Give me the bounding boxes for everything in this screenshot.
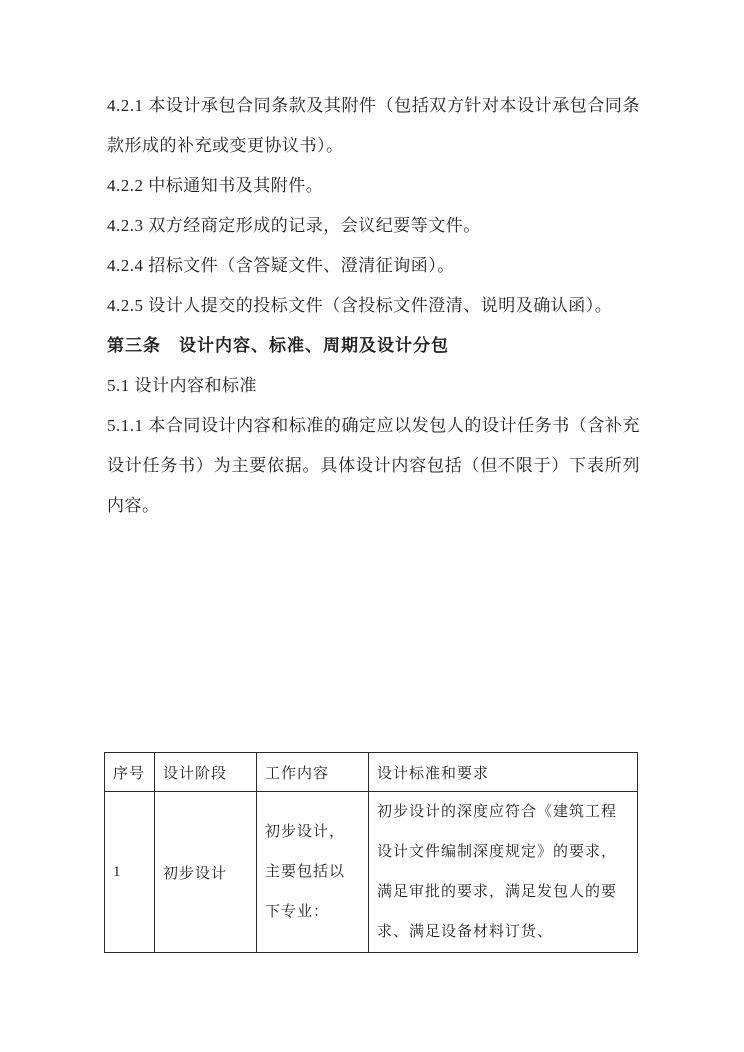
column-header-stage: 设计阶段 (155, 753, 257, 792)
cell-stage: 初步设计 (155, 792, 257, 953)
table-row (105, 792, 638, 953)
article-3-heading: 第三条 设计内容、标准、周期及设计分包 (107, 336, 449, 355)
clause-4-2-4: 4.2.4 招标文件（含答疑文件、澄清征询函）。 (107, 256, 455, 275)
clause-4-2-1: 4.2.1 本设计承包合同条款及其附件（包括双方针对本设计承包合同条款形成的补充或变更协议书）。 (107, 96, 640, 155)
clause-4-2-3: 4.2.3 双方经商定形成的记录，会议纪要等文件。 (107, 216, 481, 235)
table-header-row (105, 753, 638, 792)
clause-4-2-5: 4.2.5 设计人提交的投标文件（含投标文件澄清、说明及确认函）。 (107, 296, 613, 315)
column-header-seq: 序号 (105, 753, 155, 792)
cell-seq: 1 (105, 792, 155, 953)
cell-standard: 初步设计的深度应符合《建筑工程设计文件编制深度规定》的要求，满足审批的要求，满足发包人的要求、满足设备材料订货、 (369, 792, 638, 953)
design-content-table (104, 752, 638, 953)
document-body (107, 86, 640, 526)
column-header-standard: 设计标准和要求 (369, 753, 638, 792)
cell-work: 初步设计，主要包括以下专业： (257, 792, 369, 953)
clause-5-1: 5.1 设计内容和标准 (107, 376, 257, 395)
column-header-work: 工作内容 (257, 753, 369, 792)
clause-4-2-2: 4.2.2 中标通知书及其附件。 (107, 176, 324, 195)
clause-5-1-1: 5.1.1 本合同设计内容和标准的确定应以发包人的设计任务书（含补充设计任务书）为主要依据。具体设计内容包括（但不限于）下表所列内容。 (107, 416, 640, 515)
